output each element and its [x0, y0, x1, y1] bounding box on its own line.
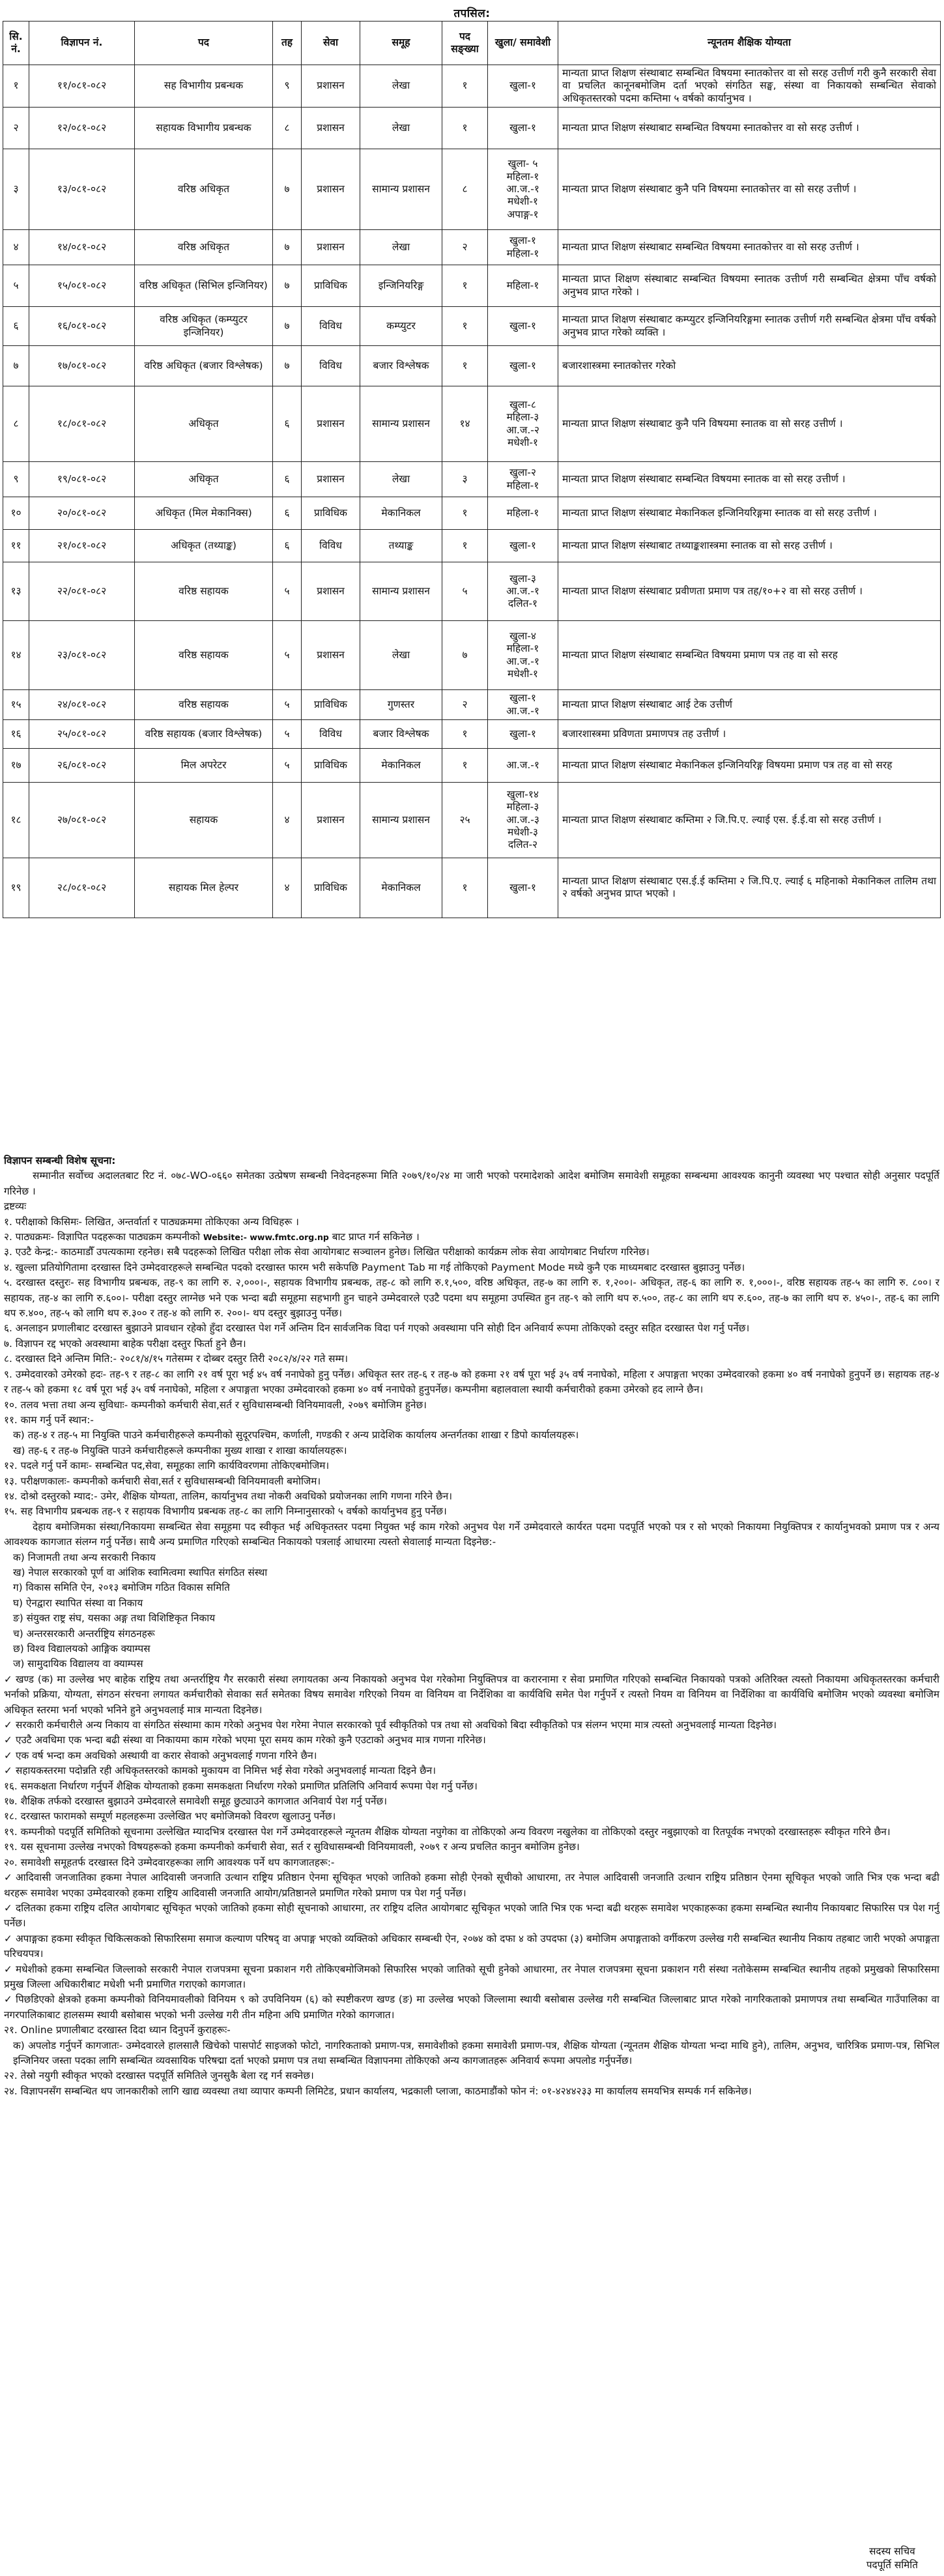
note-item: ५. दरखास्त दस्तुरः- सह विभागीय प्रबन्धक, तह-९ का लागि रु. २,०००।-, सहायक विभागीय प्रबन्धक, तह-८ को लागि रु.१,५००, वरिष्ठ अधिकृत, तह-७ का लागि रु. १,२००।- अधिकृत, तह-६ का लागि रु. १,०००।-, वरिष्ठ सहायक तह-५ का लागि रु. ८००। र सहायक, तह-४ का लागि रु.६००।- परीक्षा दस्तुर लाग्नेछ भने एक भन्दा बढी समूहमा सहभागी हुन चाहने उम्मेदवारले एउटै पदमा थप समूहमा उपस्थित हुन तह-९ को लागि थप रु.५००, तह-८ का लागि थप रु.६००, तह-७ का लागि थप रु. ४५०।-, तह-६ का लागि थप रु.४००, तह-५ को लागि थप रु.३०० र तह-४ को लागि रु. २००।- थप दस्तुर बुझाउनु पर्नेछ। — [4, 1277, 939, 1320]
cell-group: लेखा — [360, 230, 442, 265]
cell-sn: १६ — [3, 719, 29, 748]
check-item-text: एउटै अवधिमा एक भन्दा बढी संस्था वा निकायमा काम गरेको भएमा पूरा समय काम गरेको कुनै एउटाको अनुभव मात्र गणना गरिनेछ। — [16, 1734, 486, 1746]
cell-level: ७ — [273, 307, 302, 346]
cell-count: १ — [442, 307, 488, 346]
check-item — [4, 1733, 939, 1748]
cell-sn: ९ — [3, 462, 29, 497]
cell-level: ९ — [273, 65, 302, 108]
note-item: ९. उम्मेदवारको उमेरको हदः- तह-९ र तह-८ का लागि २१ वर्ष पूरा भई ४५ वर्ष ननाघेको हुनु पर्नेछ। अधिकृत स्तर तह-६ र तह-७ को हकमा २१ वर्ष पूरा भई ३५ वर्ष ननाघेको, महिला र अपाङ्गता भएका उम्मेदवारको हकमा ४० वर्ष ननाघेको हुनुपर्ने छ। सहायक तह-४ र तह-५ को हकमा १८ वर्ष पूरा भई ३५ वर्ष ननाघेको, महिला र अपाङ्गता भएका उम्मेदवारको हकमा ४० वर्ष ननाघेको हुनुपर्नेछ। कम्पनीमा बहालवाला स्थायी कर्मचारीको हकमा उमेरको हद लाग्ने छैन। — [4, 1368, 939, 1396]
check-item-text: पिछडिएको क्षेत्रको हकमा कम्पनीको विनियमावलीको विनियम ९ को उपविनियम (६) को स्पष्टीकरण खण्ड (ङ) मा उल्लेख भएको जिल्लामा स्थायी बसोबास उल्लेख गरी सम्बन्धित जिल्लाबाट प्राप्त गरेको नागरिकताको प्रमाणपत्र तथा सम्बन्धित गाउँपालिका वा नगरपालिकाबाट हालसम्म स्थायी बसोबास भएको भनी उल्लेख गरी तीन महिना अघि प्रमाणित गरेको कागजात। — [4, 1993, 939, 2021]
cell-qualification: मान्यता प्राप्त शिक्षण संस्थाबाट प्रवीणता प्रमाण पत्र तह/१०+२ वा सो सरह उत्तीर्ण । — [558, 562, 941, 621]
cell-group: कम्प्युटर — [360, 307, 442, 346]
cell-ad-no: १३/०८१-०८२ — [29, 149, 135, 230]
cell-level: ८ — [273, 108, 302, 149]
cell-group: सामान्य प्रशासन — [360, 149, 442, 230]
note-item: ८. दरखास्त दिने अन्तिम मिति:- २०८१/४/१५ गतेसम्म र दोब्बर दस्तुर तिरी २०८२/४/२२ गते सम्म। — [4, 1353, 349, 1365]
cell-quota: खुला-४ महिला-१ आ.ज.-१ मधेशी-१ — [488, 621, 558, 690]
cell-ad-no: १२/०८१-०८२ — [29, 108, 135, 149]
cell-count: ८ — [442, 149, 488, 230]
check-item — [4, 1748, 939, 1763]
cell-service: विविध — [302, 307, 360, 346]
cell-quota: खुला-१ — [488, 307, 558, 346]
table-row — [3, 307, 941, 346]
check-icon: ✓ — [4, 1902, 12, 1914]
check-item-text: सरकारी कर्मचारीले अन्य निकाय वा संगठित संस्थामा काम गरेको अनुभव पेश गरेमा नेपाल सरकारको पूर्व स्वीकृतिको पत्र तथा सो अवधिको बिदा स्वीकृतिको पत्र संलग्न भएमा मात्र त्यस्तो अनुभवलाई मान्यता दिइनेछ। — [16, 1719, 777, 1731]
notes-intro: सम्मानीत सर्वोच्च अदालतबाट रिट नं. ०७८-WO-०६६० समेतका उत्प्रेषण सम्बन्धी निवेदनहरूमा मिति २०७९/१०/२४ मा जारी भएको परमादेशको आदेश बमोजिम समावेशी समूहका सम्बन्धमा आवश्यक कानुनी व्यवस्था भए पश्चात सोही अनुसार पदपूर्ति गरिनेछ । — [4, 1170, 939, 1197]
cell-ad-no: २१/०८१-०८२ — [29, 530, 135, 562]
signatory-title: सदस्य सचिव — [869, 2545, 915, 2557]
cell-post: सहायक मिल हेल्पर — [135, 858, 273, 918]
cell-post: वरिष्ठ सहायक — [135, 690, 273, 720]
note-item: १७. शैक्षिक तर्फको दरखास्त बुझाउने उम्मेदवारले समावेशी समूह छुट्याउने कागजात अनिवार्य पेश गर्नु पर्नेछ। — [4, 1795, 388, 1808]
cell-post: अधिकृत — [135, 386, 273, 462]
cell-qualification: मान्यता प्राप्त शिक्षण संस्थाबाट सम्बन्धित विषयमा स्नातक वा सो सरह उत्तीर्ण । — [558, 462, 941, 497]
cell-quota: खुला-२ महिला-१ — [488, 462, 558, 497]
check-item-text: सहायकस्तरमा पदोन्नति रही अधिकृतस्तरको कामको मुकायम वा निमित्त भई सेवा गरेको अनुभवलाई मान्यता दिइने छैन। — [16, 1765, 436, 1777]
org-item: क) निजामती तथा अन्य सरकारी निकाय — [13, 1551, 156, 1563]
header-sn: सि. नं. — [3, 22, 29, 65]
cell-level: ५ — [273, 562, 302, 621]
table-row — [3, 65, 941, 108]
cell-count: १ — [442, 748, 488, 782]
cell-service: विविध — [302, 346, 360, 386]
note-item: ख) तह-६ र तह-७ नियुक्ति पाउने कर्मचारीहरूले कम्पनीका मुख्य शाखा र शाखा कार्यालयहरू। — [13, 1444, 347, 1456]
table-row — [3, 748, 941, 782]
table-row — [3, 690, 941, 720]
cell-post: सहायक विभागीय प्रबन्धक — [135, 108, 273, 149]
note-item: १६. समकक्षता निर्धारण गर्नुपर्ने शैक्षिक योग्यताको हकमा समकक्षता निर्धारण गरेको प्रमाणित प्रतिलिपि अनिवार्य रूपमा पेश गर्नु पर्नेछ। — [4, 1780, 478, 1792]
cell-qualification: मान्यता प्राप्त शिक्षण संस्थाबाट कम्प्युटर इन्जिनियरिङ्गमा स्नातक उत्तीर्ण गरी सम्बन्धित क्षेत्रमा पाँच वर्षको अनुभव प्राप्त गरेको व्यक्ति । — [558, 307, 941, 346]
org-item: घ) ऐनद्वारा स्थापित संस्था वा निकाय — [13, 1597, 143, 1609]
cell-service: प्रशासन — [302, 230, 360, 265]
note-item: १३. परीक्षणकालः- कम्पनीको कर्मचारी सेवा,सर्त र सुविधासम्बन्धी विनियमावली बमोजिम। — [4, 1475, 321, 1487]
cell-level: ६ — [273, 462, 302, 497]
note-item: २४. विज्ञापनसँग सम्बन्धित थप जानकारीको लागि खाद्य व्यवस्था तथा व्यापार कम्पनी लिमिटेड, प्रधान कार्यालय, भद्रकाली प्लाजा, काठमाडौंको फोन नं: ०१-४२४४२३३ मा कार्यालय समयभित्र सम्पर्क गर्न सकिनेछ। — [4, 2085, 752, 2097]
cell-post: अधिकृत — [135, 462, 273, 497]
cell-sn: ५ — [3, 265, 29, 307]
header-group: समूह — [360, 22, 442, 65]
header-level: तह — [273, 22, 302, 65]
org-item: छ) विश्व विद्यालयको आङ्गिक क्याम्पस — [13, 1643, 150, 1655]
cell-service: विविध — [302, 530, 360, 562]
cell-sn: ८ — [3, 386, 29, 462]
cell-sn: १९ — [3, 858, 29, 918]
cell-post: सह विभागीय प्रबन्धक — [135, 65, 273, 108]
table-row — [3, 346, 941, 386]
cell-group: गुणस्तर — [360, 690, 442, 720]
note-item-syllabus — [4, 1230, 939, 1245]
cell-qualification: मान्यता प्राप्त शिक्षण संस्थाबाट तथ्याङ्कशास्त्रमा स्नातक वा सो सरह उत्तीर्ण । — [558, 530, 941, 562]
cell-sn: १४ — [3, 621, 29, 690]
cell-count: १ — [442, 858, 488, 918]
cell-ad-no: १४/०८१-०८२ — [29, 230, 135, 265]
cell-sn: १५ — [3, 690, 29, 720]
cell-count: १ — [442, 108, 488, 149]
check-icon: ✓ — [4, 1932, 12, 1945]
cell-quota: महिला-१ — [488, 497, 558, 530]
table-row — [3, 562, 941, 621]
note-item: १८. दरखास्त फारामको सम्पूर्ण महलहरूमा उल्लेखित भए बमोजिमको विवरण खुलाउनु पर्नेछ। — [4, 1810, 336, 1823]
cell-qualification: मान्यता प्राप्त शिक्षण संस्थाबाट सम्बन्धित विषयमा प्रमाण पत्र तह वा सो सरह — [558, 621, 941, 690]
cell-level: ५ — [273, 748, 302, 782]
website-link[interactable]: Website:- www.fmtc.org.np — [203, 1232, 329, 1243]
note-item-syllabus-after: बाट प्राप्त गर्न सकिनेछ । — [332, 1231, 420, 1243]
note-item: १. परीक्षाको किसिमः- लिखित, अन्तर्वार्ता र पाठ्यक्रममा तोकिएका अन्य विधिहरू । — [4, 1215, 299, 1228]
signatory-committee: पदपूर्ति समिति — [866, 2559, 918, 2571]
cell-count: १४ — [442, 386, 488, 462]
vacancy-table-body — [3, 65, 941, 918]
cell-sn: ४ — [3, 230, 29, 265]
table-row — [3, 858, 941, 918]
cell-qualification: मान्यता प्राप्त शिक्षण संस्थाबाट कुनै पनि विषयमा स्नातक वा सो सरह उत्तीर्ण । — [558, 386, 941, 462]
org-item: ख) नेपाल सरकारको पूर्ण वा आंशिक स्वामित्वमा स्थापित संगठित संस्था — [13, 1566, 268, 1578]
cell-service: प्राविधिक — [302, 265, 360, 307]
note-item: १४. दोश्रो दस्तुरको म्याद:- उमेर, शैक्षिक योग्यता, तालिम, कार्यानुभव तथा नोकरी अवधिको प्रयोजनका लागि गणना गरिने छैन। — [4, 1490, 452, 1502]
cell-group: सामान्य प्रशासन — [360, 562, 442, 621]
header-count: पद सङ्ख्या — [442, 22, 488, 65]
cell-post: वरिष्ठ अधिकृत — [135, 230, 273, 265]
cell-group: मेकानिकल — [360, 497, 442, 530]
cell-qualification: मान्यता प्राप्त शिक्षण संस्थाबाट आई टेक उत्तीर्ण — [558, 690, 941, 720]
check-icon: ✓ — [4, 1734, 12, 1746]
cell-ad-no: २२/०८१-०८२ — [29, 562, 135, 621]
cell-quota: खुला-१ — [488, 719, 558, 748]
check-item-text: आदिवासी जनजातिका हकमा नेपाल आदिवासी जनजाति उत्थान राष्ट्रिय प्रतिष्ठान ऐनमा सूचिकृत भएको जातिको हकमा सोही ऐनको सूचीको आधारमा, तर नेपाल आदिवासी जनजाति उत्थान राष्ट्रिय प्रतिष्ठान ऐनमा सूचिकृत भएको जाति भित्र एक भन्दा बढी थरहरू समावेश भएका उम्मेदवारको हकमा राष्ट्रिय आदिवासी जनजाति आयोग/प्रतिष्ठानले प्रमाणित गरेको प्रमाण पत्र पेश गर्नु पर्नेछ। — [4, 1872, 939, 1899]
cell-post: अधिकृत (तथ्याङ्क) — [135, 530, 273, 562]
notes-label: द्रष्टव्यः — [4, 1200, 27, 1213]
cell-count: ३ — [442, 462, 488, 497]
check-item — [4, 1992, 939, 2023]
org-item: ग) विकास समिति ऐन, २०१३ बमोजिम गठित विकास समिति — [13, 1582, 230, 1594]
cell-sn: ६ — [3, 307, 29, 346]
check-icon: ✓ — [4, 1719, 12, 1731]
note-item: १९. यस सूचनामा उल्लेख नभएको विषयहरूको हकमा कम्पनीको कर्मचारी सेवा, सर्त र सुविधासम्बन्धी विनियमावली, २०७९ र अन्य प्रचलित कानुन बमोजिम हुनेछ। — [4, 1841, 580, 1853]
cell-level: ४ — [273, 782, 302, 858]
org-item: ज) सामुदायिक विद्यालय वा क्याम्पस — [13, 1658, 143, 1670]
check-item — [4, 1932, 939, 1962]
cell-group: बजार विश्लेषक — [360, 346, 442, 386]
cell-service: प्रशासन — [302, 149, 360, 230]
check-item — [4, 1763, 939, 1778]
cell-service: प्रशासन — [302, 386, 360, 462]
cell-ad-no: ११/०८१-०८२ — [29, 65, 135, 108]
cell-post: मिल अपरेटर — [135, 748, 273, 782]
cell-post: वरिष्ठ सहायक — [135, 621, 273, 690]
cell-count: १ — [442, 719, 488, 748]
cell-quota: आ.ज.-१ — [488, 748, 558, 782]
cell-service: विविध — [302, 719, 360, 748]
check-item-text: खण्ड (क) मा उल्लेख भए बाहेक राष्ट्रिय तथा अन्तर्राष्ट्रिय गैर सरकारी संस्था लगायतका अन्य निकायको अनुभव पेश गरेकोमा नियुक्तिपत्र वा करारनामा र सेवा प्रमाणित गरिएको सम्बन्धित निकायको पत्रको अतिरिक्त त्यस्तो निकायमा अधिकृतस्तरका कर्मचारी भर्नाको प्रक्रिया, योग्यता, संगठन संरचना लगायत कर्मचारीको सेवाका सर्त समेतका विषय समावेश गरिएको नियम वा विनियम वा निर्देशिका वा कार्यविधि समेत पेश गर्नुपर्ने र त्यस्तो नियम वा विनियम वा निर्देशिका वा कार्यविधि बमोजिम भएको व्यवस्था बमोजिम अधिकृत स्तरमा भर्ना भएको भनिने हुने अनुभवलाई मात्र मान्यता दिइनेछ। — [4, 1673, 939, 1716]
signature-block — [866, 2545, 918, 2572]
cell-sn: १ — [3, 65, 29, 108]
cell-sn: २ — [3, 108, 29, 149]
cell-ad-no: १८/०८१-०८२ — [29, 386, 135, 462]
cell-count: १ — [442, 65, 488, 108]
note-item: १५. सह विभागीय प्रबन्धक तह-९ र सहायक विभागीय प्रबन्धक तह-८ का लागि निम्नानुसारको ५ वर्षको कार्यानुभव हुनु पर्नेछ। — [4, 1505, 447, 1518]
cell-quota: खुला-१ — [488, 346, 558, 386]
table-row — [3, 230, 941, 265]
cell-ad-no: २७/०८१-०८२ — [29, 782, 135, 858]
note-item: २२. तेस्रो नयुगी स्वीकृत भएको दरखास्त पदपूर्ति समितिले जुनसुकै बेला रद्द गर्न सक्नेछ। — [4, 2070, 314, 2082]
cell-level: ४ — [273, 858, 302, 918]
cell-qualification: मान्यता प्राप्त शिक्षण संस्थाबाट एस.ई.ई कम्तिमा २ जि.पि.ए. ल्याई ६ महिनाको मेकानिकल तालिम तथा २ वर्षको अनुभव प्राप्त भएको । — [558, 858, 941, 918]
cell-post: वरिष्ठ सहायक — [135, 562, 273, 621]
cell-service: प्रशासन — [302, 562, 360, 621]
check-icon: ✓ — [4, 1765, 12, 1777]
note-item: ७. विज्ञापन रद्द भएको अवस्थामा बाहेक परीक्षा दस्तुर फिर्ता हुने छैन। — [4, 1337, 246, 1350]
cell-count: १ — [442, 346, 488, 386]
header-post: पद — [135, 22, 273, 65]
note-item-syllabus-text: २. पाठ्यक्रमः- विज्ञापित पदहरूका पाठ्यक्रम कम्पनीको — [4, 1231, 200, 1243]
cell-count: ७ — [442, 621, 488, 690]
cell-qualification: मान्यता प्राप्त शिक्षण संस्थाबाट सम्बन्धित विषयमा स्नातकोत्तर वा सो सरह उत्तीर्ण । — [558, 108, 941, 149]
cell-post: वरिष्ठ सहायक (बजार विश्लेषक) — [135, 719, 273, 748]
header-ad-no: विज्ञापन नं. — [29, 22, 135, 65]
cell-post: सहायक — [135, 782, 273, 858]
cell-ad-no: १७/०८१-०८२ — [29, 346, 135, 386]
check-icon: ✓ — [4, 1963, 12, 1975]
cell-quota: खुला-८ महिला-३ आ.ज.-२ मधेशी-१ — [488, 386, 558, 462]
cell-ad-no: २६/०८१-०८२ — [29, 748, 135, 782]
cell-group: लेखा — [360, 621, 442, 690]
cell-group: तथ्याङ्क — [360, 530, 442, 562]
cell-count: १ — [442, 497, 488, 530]
cell-service: प्राविधिक — [302, 690, 360, 720]
cell-sn: १० — [3, 497, 29, 530]
check-item — [4, 1870, 939, 1901]
note-item: ११. काम गर्नु पर्ने स्थान:- — [4, 1413, 94, 1426]
cell-quota: खुला-१ आ.ज.-१ — [488, 690, 558, 720]
cell-sn: १८ — [3, 782, 29, 858]
table-row — [3, 149, 941, 230]
note-item: ३. एउटै केन्द्र:- काठमाडौँ उपत्यकामा रहनेछ। सबै पदहरूको लिखित परीक्षा लोक सेवा आयोगबाट सञ्चालन हुनेछ। लिखित परीक्षाको कार्यक्रम लोक सेवा आयोगबाट निर्धारण गरिनेछ। — [4, 1246, 650, 1258]
cell-post: वरिष्ठ अधिकृत — [135, 149, 273, 230]
table-row — [3, 462, 941, 497]
table-header-row — [3, 22, 941, 65]
cell-count: २ — [442, 230, 488, 265]
cell-level: ५ — [273, 719, 302, 748]
cell-ad-no: २८/०८१-०८२ — [29, 858, 135, 918]
note-item: क) तह-४ र तह-५ मा नियुक्ति पाउने कर्मचारीहरूले कम्पनीको सुदूरपश्चिम, कर्णाली, गण्डकी र अन्य प्रादेशिक कार्यालय अन्तर्गतका शाखा र डिपो कार्यालयहरू। — [13, 1429, 579, 1441]
cell-level: ७ — [273, 230, 302, 265]
cell-count: १ — [442, 265, 488, 307]
note-item: १०. तलव भत्ता तथा अन्य सुविधाः- कम्पनीको कर्मचारी सेवा,सर्त र सुविधासम्बन्धी विनियमावली, २०७९ बमोजिम हुनेछ। — [4, 1398, 427, 1411]
cell-group: मेकानिकल — [360, 748, 442, 782]
cell-group: इन्जिनियरिङ्ग — [360, 265, 442, 307]
cell-level: ७ — [273, 346, 302, 386]
table-row — [3, 386, 941, 462]
cell-group: सामान्य प्रशासन — [360, 782, 442, 858]
cell-group: बजार विश्लेषक — [360, 719, 442, 748]
check-item — [4, 1718, 939, 1733]
cell-sn: १३ — [3, 562, 29, 621]
check-icon: ✓ — [4, 1993, 12, 2006]
cell-level: ५ — [273, 690, 302, 720]
cell-sn: ७ — [3, 346, 29, 386]
cell-quota: खुला- ५ महिला-१ आ.ज.-१ मधेशी-१ अपाङ्ग-१ — [488, 149, 558, 230]
notes-section — [4, 1153, 939, 2099]
cell-group: सामान्य प्रशासन — [360, 386, 442, 462]
cell-post: वरिष्ठ अधिकृत (कम्प्युटर इन्जिनियर) — [135, 307, 273, 346]
cell-qualification: बजारशास्त्रमा प्रविणता प्रमाणपत्र तह उत्तीर्ण । — [558, 719, 941, 748]
cell-qualification: मान्यता प्राप्त शिक्षण संस्थाबाट कुनै पनि विषयमा स्नातकोत्तर वा सो सरह उत्तीर्ण । — [558, 149, 941, 230]
cell-level: ६ — [273, 497, 302, 530]
cell-ad-no: २५/०८१-०८२ — [29, 719, 135, 748]
note-item: २१. Online प्रणालीबाट दरखास्त दिदा ध्यान दिनुपर्ने कुराहरूः- — [4, 2024, 231, 2036]
check-item-text: एक वर्ष भन्दा कम अवधिको अस्थायी वा करार सेवाको अनुभवलाई गणना गरिने छैन। — [16, 1749, 317, 1761]
cell-quota: खुला-१ महिला-१ — [488, 230, 558, 265]
cell-level: ६ — [273, 386, 302, 462]
note-item: देहाय बमोजिमका संस्था/निकायमा सम्बन्धित सेवा समूहमा पद स्वीकृत भई अधिकृतस्तर पदमा नियुक्त भई काम गरेको अनुभव पेश गर्ने उम्मेदवारले कार्यरत पदमा पदपूर्ति भएको पत्र र सो भएको निकायमा नियुक्तिपत्र र कार्यानुभवको प्रमाण पत्र र अन्य आवश्यक कागजात संलग्न गर्नु पर्नेछ। साथै अन्य प्रमाणित गरिएको सम्बन्धित निकायको पत्रलाई आधारमा त्यस्तो सेवालाई मान्यता दिइनेछ:- — [4, 1520, 939, 1548]
cell-ad-no: १५/०८१-०८२ — [29, 265, 135, 307]
cell-service: प्रशासन — [302, 782, 360, 858]
cell-service: प्राविधिक — [302, 497, 360, 530]
check-item-text: अपाङ्गका हकमा स्वीकृत चिकित्सकको सिफारिसमा समाज कल्याण परिषद् वा अपाङ्ग भएको व्यक्तिको अधिकार सम्बन्धी ऐन, २०७४ को दफा ४ को उपदफा (३) बमोजिम अपाङ्गताको वर्गीकरण उल्लेख गरी सम्बन्धित स्थानीय निकाय तहबाट जारी भएको अपाङ्गता परिचयपत्र। — [4, 1932, 939, 1960]
cell-post: वरिष्ठ अधिकृत (बजार विश्लेषक) — [135, 346, 273, 386]
cell-level: ७ — [273, 149, 302, 230]
table-row — [3, 621, 941, 690]
cell-post: वरिष्ठ अधिकृत (सिभिल इन्जिनियर) — [135, 265, 273, 307]
cell-quota: खुला-१ — [488, 858, 558, 918]
cell-service: प्रशासन — [302, 108, 360, 149]
cell-count: २ — [442, 690, 488, 720]
cell-qualification: मान्यता प्राप्त शिक्षण संस्थाबाट सम्बन्धित विषयमा स्नातकोत्तर वा सो सरह उत्तीर्ण । — [558, 230, 941, 265]
org-item: ङ) संयुक्त राष्ट्र संघ, यसका अङ्ग तथा विशिष्टिकृत निकाय — [13, 1612, 216, 1625]
check-item-text: मधेशीको हकमा सम्बन्धित जिल्लाको सरकारी नेपाल राजपत्रमा सूचना प्रकाशन गरी तोकिएबमोजिमको सिफारिस भएको जातिको सूची हुनेको आधारमा, तर नेपाल राजपत्रमा सूचना प्रकाशन गरी संस्था नतोकेसम्म सम्बन्धित स्थानीय तहको प्रमुखको सिफारिसमा प्रमुख जिल्ला अधिकारीबाट मधेशी भनी प्रमाणित गराएको कागजात। — [4, 1963, 939, 1990]
cell-sn: ३ — [3, 149, 29, 230]
check-icon: ✓ — [4, 1749, 12, 1761]
cell-ad-no: २३/०८१-०८२ — [29, 621, 135, 690]
cell-ad-no: २४/०८१-०८२ — [29, 690, 135, 720]
cell-service: प्राविधिक — [302, 858, 360, 918]
cell-sn: १७ — [3, 748, 29, 782]
cell-sn: ११ — [3, 530, 29, 562]
cell-count: १ — [442, 530, 488, 562]
cell-ad-no: २०/०८१-०८२ — [29, 497, 135, 530]
cell-service: प्रशासन — [302, 462, 360, 497]
check-item — [4, 1962, 939, 1993]
cell-qualification: मान्यता प्राप्त शिक्षण संस्थाबाट मेकानिकल इन्जिनियरिङ्ग विषयमा प्रमाण पत्र तह वा सो सरह — [558, 748, 941, 782]
cell-qualification: बजारशास्त्रमा स्नातकोत्तर गरेको — [558, 346, 941, 386]
notes-title: विज्ञापन सम्बन्धी विशेष सूचना: — [4, 1155, 116, 1166]
cell-quota: खुला-१ — [488, 108, 558, 149]
cell-qualification: मान्यता प्राप्त शिक्षण संस्थाबाट सम्बन्धित विषयमा स्नातकोत्तर वा सो सरह उत्तीर्ण गरी कुनै सरकारी सेवा वा प्रचलित कानूनबमोजिम दर्ता भएको संगठित सङ्घ, संस्था वा निकायको सम्बन्धित सेवाको अधिकृतस्तरको पदमा कम्तिमा ५ वर्षको कार्यानुभव । — [558, 65, 941, 108]
table-row — [3, 719, 941, 748]
check-item — [4, 1901, 939, 1932]
check-icon: ✓ — [4, 1872, 12, 1884]
cell-group: लेखा — [360, 462, 442, 497]
note-item: २०. समावेशी समूहतर्फ दरखास्त दिने उम्मेदवारहरूका लागि आवश्यक पर्ने थप कागजातहरू:- — [4, 1856, 335, 1868]
vacancy-table — [3, 21, 941, 918]
header-qualification: न्यूनतम शैक्षिक योग्यता — [558, 22, 941, 65]
check-item — [4, 1672, 939, 1718]
note-item: ६. अनलाइन प्रणालीबाट दरखास्त बुझाउने प्रावधान रहेको हुँदा दरखास्त पेश गर्ने अन्तिम दिन सार्वजनिक विदा पर्न गएको अवस्थामा पनि सोही दिन अनिवार्य रूपमा तोकिएको दस्तुर सहित दरखास्त पेश गर्नु पर्नेछ। — [4, 1322, 750, 1335]
header-quota: खुला/ समावेशी — [488, 22, 558, 65]
cell-quota: खुला-१४ महिला-३ आ.ज.-३ मधेशी-३ दलित-२ — [488, 782, 558, 858]
table-row — [3, 530, 941, 562]
cell-group: मेकानिकल — [360, 858, 442, 918]
note-item: क) अपलोड गर्नुपर्ने कागजातः- उम्मेदवारले हालसालै खिचेको पासपोर्ट साइजको फोटो, नागरिकताको प्रमाण-पत्र, समावेशीको हकमा समावेशी प्रमाण-पत्र, शैक्षिक योग्यता (न्यूनतम शैक्षिक योग्यता भन्दा माथि हुने), तालिम, अनुभव, चारित्रिक प्रमाण-पत्र, सिभिल इन्जिनियर जस्ता पदका लागि सम्बन्धित व्यवसायिक परिषद्मा दर्ता भएको प्रमाण पत्र तथा सम्बन्धित विज्ञापनमा तोकिएको अन्य कागजातहरू अनिवार्य रूपमा अपलोड गर्नुपर्नेछ। — [13, 2039, 939, 2066]
details-heading: तपसिल: — [453, 7, 491, 20]
cell-level: ५ — [273, 621, 302, 690]
cell-count: ५ — [442, 562, 488, 621]
check-icon: ✓ — [4, 1673, 12, 1685]
cell-quota: खुला-३ आ.ज.-१ दलित-१ — [488, 562, 558, 621]
cell-quota: महिला-१ — [488, 265, 558, 307]
note-item: १९. कम्पनीको पदपूर्ति समितिको सूचनामा उल्लेखित म्यादभित्र दरखास्त पेश गर्ने उम्मेदवारहरूले न्यूनतम शैक्षिक योग्यता नपुगेका वा तोकिएको अन्य विवरण नखुलेका वा तोकिएको दस्तुर नबुझाएको वा रितपूर्वक नभएको दरखास्तहरू स्वीकृत गरिने छैन। — [4, 1825, 891, 1838]
cell-qualification: मान्यता प्राप्त शिक्षण संस्थाबाट कम्तिमा २ जि.पि.ए. ल्याई एस. ई.ई.वा सो सरह उत्तीर्ण । — [558, 782, 941, 858]
check-item-text: दलितका हकमा राष्ट्रिय दलित आयोगबाट सूचिकृत भएको जातिको हकमा सोही सूचनाको आधारमा, तर राष्ट्रिय दलित आयोगबाट सूचिकृत भएको जाति भित्र एक भन्दा बढी थरहरू समावेश भएकाहरूका हकमा सम्बन्धित स्थानीय निकायबाट सिफारिस पत्र पेश गर्नु पर्नेछ। — [4, 1902, 939, 1930]
cell-service: प्रशासन — [302, 65, 360, 108]
cell-post: अधिकृत (मिल मेकानिक्स) — [135, 497, 273, 530]
table-row — [3, 108, 941, 149]
org-item: च) अन्तरसरकारी अन्तर्राष्ट्रिय संगठनहरू — [13, 1627, 155, 1640]
cell-group: लेखा — [360, 65, 442, 108]
cell-level: ७ — [273, 265, 302, 307]
table-row — [3, 497, 941, 530]
cell-quota: खुला-१ — [488, 530, 558, 562]
note-item: १२. पदले गर्नु पर्ने कामः- सम्बन्धित पद,सेवा, समूहका लागि कार्यविवरणमा तोकिएबमोजिम। — [4, 1460, 330, 1472]
cell-service: प्राविधिक — [302, 748, 360, 782]
cell-ad-no: १९/०८१-०८२ — [29, 462, 135, 497]
header-service: सेवा — [302, 22, 360, 65]
cell-quota: खुला-१ — [488, 65, 558, 108]
cell-group: लेखा — [360, 108, 442, 149]
cell-qualification: मान्यता प्राप्त शिक्षण संस्थाबाट सम्बन्धित विषयमा स्नातक उत्तीर्ण गरी सम्बन्धित क्षेत्रमा पाँच वर्षको अनुभव प्राप्त गरेको । — [558, 265, 941, 307]
cell-level: ६ — [273, 530, 302, 562]
table-row — [3, 782, 941, 858]
cell-count: २५ — [442, 782, 488, 858]
cell-service: प्रशासन — [302, 621, 360, 690]
table-row — [3, 265, 941, 307]
note-item: ४. खुल्ला प्रतियोगितामा दरखास्त दिने उम्मेदवारहरूले सम्बन्धित पदको दरखास्त फारम भरी सकेपछि Payment Tab मा गई तोकिएको Payment Mode मध्ये कुनै एक माध्यमबाट दरखास्त बुझाउनु पर्नेछ। — [4, 1261, 745, 1273]
cell-qualification: मान्यता प्राप्त शिक्षण संस्थाबाट मेकानिकल इन्जिनियरिङ्गमा स्नातक वा सो सरह उत्तीर्ण । — [558, 497, 941, 530]
cell-ad-no: १६/०८१-०८२ — [29, 307, 135, 346]
